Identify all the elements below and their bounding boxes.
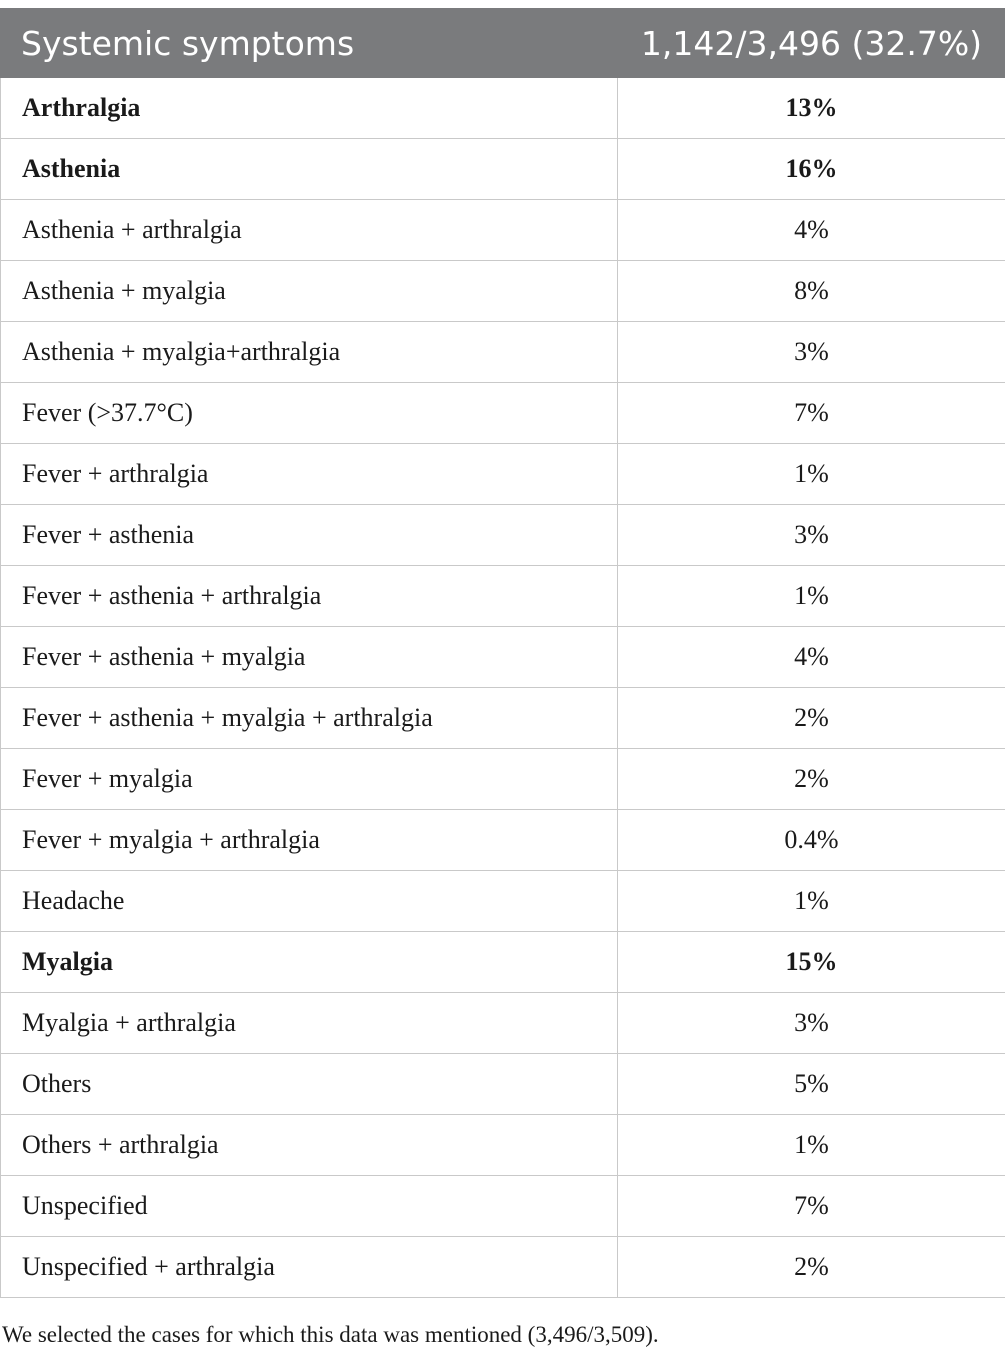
symptom-percentage: 3% (618, 505, 1005, 566)
symptom-percentage: 0.4% (618, 810, 1005, 871)
symptom-label: Asthenia + arthralgia (1, 200, 618, 261)
symptom-label: Unspecified (1, 1176, 618, 1237)
symptoms-table-container (0, 8, 1005, 1298)
symptom-percentage: 1% (618, 566, 1005, 627)
table-row (1, 139, 1005, 200)
symptom-label: Myalgia (1, 932, 618, 993)
table-row (1, 1115, 1005, 1176)
symptom-label: Fever + arthralgia (1, 444, 618, 505)
symptom-label: Myalgia + arthralgia (1, 993, 618, 1054)
table-row (1, 78, 1005, 139)
symptom-percentage: 4% (618, 627, 1005, 688)
symptom-label: Arthralgia (1, 78, 618, 139)
symptom-percentage: 15% (618, 932, 1005, 993)
symptom-label: Others + arthralgia (1, 1115, 618, 1176)
table-row (1, 627, 1005, 688)
table-row (1, 1054, 1005, 1115)
symptom-label: Fever (>37.7°C) (1, 383, 618, 444)
symptom-percentage: 1% (618, 871, 1005, 932)
symptom-label: Fever + asthenia (1, 505, 618, 566)
header-count: 1,142/3,496 (32.7%) (618, 9, 1005, 78)
symptom-percentage: 3% (618, 993, 1005, 1054)
symptom-percentage: 2% (618, 688, 1005, 749)
table-row (1, 505, 1005, 566)
table-row (1, 200, 1005, 261)
symptom-percentage: 1% (618, 444, 1005, 505)
table-row (1, 932, 1005, 993)
symptom-percentage: 5% (618, 1054, 1005, 1115)
table-footnote: We selected the cases for which this data was mentioned (3,496/3,509). (2, 1322, 659, 1347)
symptom-percentage: 7% (618, 383, 1005, 444)
table-row (1, 1176, 1005, 1237)
symptom-percentage: 8% (618, 261, 1005, 322)
header-symptoms: Systemic symptoms (1, 9, 618, 78)
symptom-label: Fever + myalgia + arthralgia (1, 810, 618, 871)
table-row (1, 261, 1005, 322)
table-row (1, 322, 1005, 383)
table-row (1, 566, 1005, 627)
symptom-percentage: 1% (618, 1115, 1005, 1176)
table-row (1, 871, 1005, 932)
table-row (1, 688, 1005, 749)
symptom-percentage: 2% (618, 749, 1005, 810)
symptom-percentage: 4% (618, 200, 1005, 261)
symptom-percentage: 3% (618, 322, 1005, 383)
symptom-label: Unspecified + arthralgia (1, 1237, 618, 1298)
table-row (1, 993, 1005, 1054)
symptom-label: Fever + asthenia + arthralgia (1, 566, 618, 627)
symptom-label: Fever + asthenia + myalgia + arthralgia (1, 688, 618, 749)
symptom-label: Asthenia + myalgia (1, 261, 618, 322)
symptom-label: Others (1, 1054, 618, 1115)
symptom-label: Fever + asthenia + myalgia (1, 627, 618, 688)
symptom-percentage: 2% (618, 1237, 1005, 1298)
symptom-label: Fever + myalgia (1, 749, 618, 810)
symptom-label: Headache (1, 871, 618, 932)
table-row (1, 810, 1005, 871)
symptom-label: Asthenia (1, 139, 618, 200)
symptom-percentage: 13% (618, 78, 1005, 139)
table-row (1, 444, 1005, 505)
table-row (1, 1237, 1005, 1298)
header-row (1, 9, 1005, 78)
symptom-percentage: 7% (618, 1176, 1005, 1237)
table-row (1, 383, 1005, 444)
systemic-symptoms-table (0, 8, 1005, 1298)
symptom-percentage: 16% (618, 139, 1005, 200)
table-body (1, 78, 1005, 1298)
symptom-label: Asthenia + myalgia+arthralgia (1, 322, 618, 383)
table-row (1, 749, 1005, 810)
table-header (1, 9, 1005, 78)
